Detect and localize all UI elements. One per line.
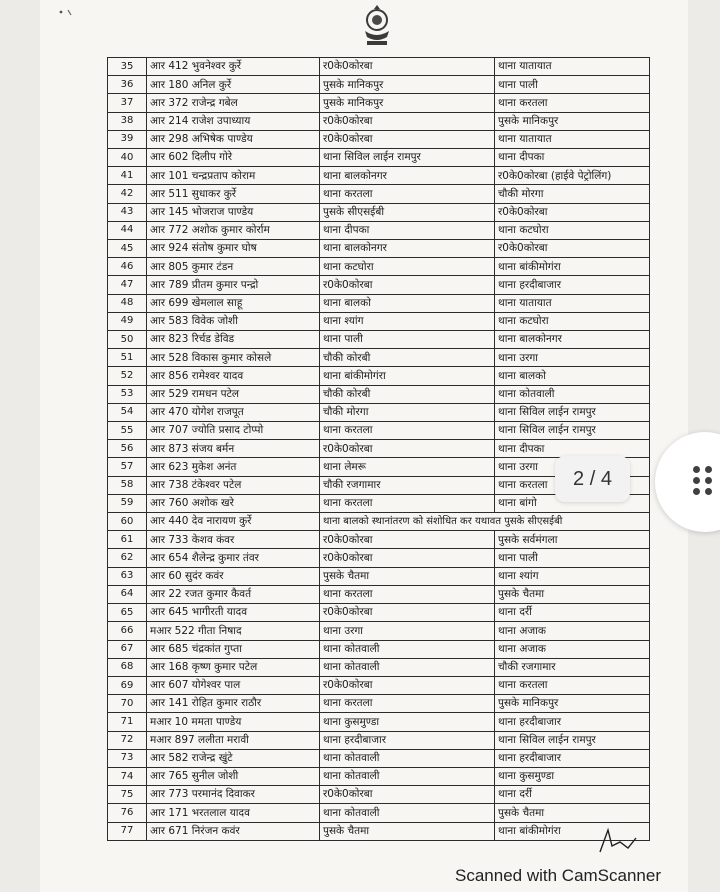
- new-posting-cell: थाना कुसमुण्डा: [495, 767, 650, 785]
- employee-name-cell: आर 607 योगेश्वर पाल: [147, 676, 320, 694]
- serial-number-cell: 44: [108, 221, 147, 239]
- employee-name-cell: आर 583 विवेक जोशी: [147, 312, 320, 330]
- new-posting-cell: थाना पाली: [495, 76, 650, 94]
- serial-number-cell: 63: [108, 567, 147, 585]
- employee-name-cell: आर 671 निरंजन कवंर: [147, 822, 320, 840]
- new-posting-cell: थाना दीपका: [495, 440, 650, 458]
- serial-number-cell: 64: [108, 585, 147, 603]
- employee-name-cell: आर 823 रिर्चड डेविड: [147, 331, 320, 349]
- employee-name-cell: आर 623 मुकेश अनंत: [147, 458, 320, 476]
- employee-name-cell: आर 412 भुवनेश्वर कुर्रे: [147, 58, 320, 76]
- serial-number-cell: 54: [108, 403, 147, 421]
- table-row: [108, 185, 650, 203]
- serial-number-cell: 68: [108, 658, 147, 676]
- page-indicator: 2 / 4: [555, 456, 630, 502]
- employee-name-cell: आर 760 अशोक खरे: [147, 494, 320, 512]
- current-posting-cell: चौकी कोरबी: [320, 385, 495, 403]
- new-posting-cell: थाना यातायात: [495, 130, 650, 148]
- employee-name-cell: आर 765 सुनील जोशी: [147, 767, 320, 785]
- serial-number-cell: 47: [108, 276, 147, 294]
- table-row: [108, 403, 650, 421]
- new-posting-cell: थाना बांगो: [495, 494, 650, 512]
- table-row: [108, 312, 650, 330]
- table-row: [108, 240, 650, 258]
- employee-name-cell: आर 924 संतोष कुमार घोष: [147, 240, 320, 258]
- table-row: [108, 258, 650, 276]
- table-row: [108, 749, 650, 767]
- employee-name-cell: आर 60 सुदंर कवंर: [147, 567, 320, 585]
- table-row: [108, 695, 650, 713]
- table-row: [108, 822, 650, 840]
- employee-name-cell: आर 101 चन्द्रप्रताप कोराम: [147, 167, 320, 185]
- scanner-watermark: Scanned with CamScanner: [455, 866, 662, 885]
- serial-number-cell: 42: [108, 185, 147, 203]
- serial-number-cell: 48: [108, 294, 147, 312]
- serial-number-cell: 41: [108, 167, 147, 185]
- current-posting-cell: र0के0कोरबा: [320, 440, 495, 458]
- serial-number-cell: 51: [108, 349, 147, 367]
- employee-name-cell: आर 582 राजेन्द्र खुंटे: [147, 749, 320, 767]
- employee-name-cell: आर 171 भरतलाल यादव: [147, 804, 320, 822]
- table-row: [108, 112, 650, 130]
- table-row: [108, 767, 650, 785]
- current-posting-cell: पुसके मानिकपुर: [320, 94, 495, 112]
- serial-number-cell: 50: [108, 331, 147, 349]
- current-posting-cell: थाना कुसमुण्डा: [320, 713, 495, 731]
- table-row: [108, 713, 650, 731]
- table-row: [108, 585, 650, 603]
- current-posting-cell: थाना कोतवाली: [320, 767, 495, 785]
- employee-name-cell: मआर 10 ममता पाण्डेय: [147, 713, 320, 731]
- transfer-table: [107, 57, 650, 841]
- current-posting-cell: र0के0कोरबा: [320, 276, 495, 294]
- new-posting-cell: थाना अजाक: [495, 622, 650, 640]
- new-posting-cell: थाना बांकीमोगंरा: [495, 822, 650, 840]
- current-posting-cell: थाना लेमरू: [320, 458, 495, 476]
- signature-icon: [598, 826, 638, 856]
- serial-number-cell: 38: [108, 112, 147, 130]
- corner-mark-icon: [56, 6, 76, 26]
- new-posting-cell: र0के0कोरबा: [495, 203, 650, 221]
- new-posting-cell: थाना उरगा: [495, 349, 650, 367]
- serial-number-cell: 70: [108, 695, 147, 713]
- current-posting-cell: र0के0कोरबा: [320, 676, 495, 694]
- current-posting-cell: थाना कोतवाली: [320, 749, 495, 767]
- table-row: [108, 604, 650, 622]
- new-posting-cell: पुसके चैतमा: [495, 804, 650, 822]
- new-posting-cell: पुसके चैतमा: [495, 585, 650, 603]
- current-posting-cell: थाना पाली: [320, 331, 495, 349]
- table-row: [108, 221, 650, 239]
- table-row: [108, 331, 650, 349]
- current-posting-cell: थाना करतला: [320, 494, 495, 512]
- table-row: [108, 531, 650, 549]
- current-posting-cell: पुसके सीएसईबी: [320, 203, 495, 221]
- current-posting-cell: पुसके चैतमा: [320, 822, 495, 840]
- employee-name-cell: आर 738 टंकेश्वर पटेल: [147, 476, 320, 494]
- current-posting-cell: र0के0कोरबा: [320, 130, 495, 148]
- employee-name-cell: आर 707 ज्योति प्रसाद टोप्पो: [147, 422, 320, 440]
- table-row: [108, 76, 650, 94]
- employee-name-cell: आर 372 राजेन्द्र गबेल: [147, 94, 320, 112]
- new-posting-cell: थाना अजाक: [495, 640, 650, 658]
- serial-number-cell: 61: [108, 531, 147, 549]
- serial-number-cell: 35: [108, 58, 147, 76]
- serial-number-cell: 77: [108, 822, 147, 840]
- new-posting-cell: थाना यातायात: [495, 294, 650, 312]
- serial-number-cell: 65: [108, 604, 147, 622]
- serial-number-cell: 71: [108, 713, 147, 731]
- serial-number-cell: 76: [108, 804, 147, 822]
- serial-number-cell: 39: [108, 130, 147, 148]
- serial-number-cell: 74: [108, 767, 147, 785]
- serial-number-cell: 52: [108, 367, 147, 385]
- new-posting-cell: थाना हरदीबाजार: [495, 713, 650, 731]
- employee-name-cell: मआर 897 ललीता मरावी: [147, 731, 320, 749]
- table-row: [108, 513, 650, 531]
- new-posting-cell: थाना करतला: [495, 476, 650, 494]
- table-row: [108, 203, 650, 221]
- table-row: [108, 294, 650, 312]
- new-posting-cell: थाना दर्री: [495, 604, 650, 622]
- table-row: [108, 385, 650, 403]
- new-posting-cell: थाना कटघोरा: [495, 312, 650, 330]
- serial-number-cell: 66: [108, 622, 147, 640]
- table-row: [108, 804, 650, 822]
- current-posting-cell: थाना करतला: [320, 422, 495, 440]
- serial-number-cell: 40: [108, 149, 147, 167]
- new-posting-cell: र0के0कोरबा (हाईवे पेट्रोलिंग): [495, 167, 650, 185]
- current-posting-cell: पुसके चैतमा: [320, 567, 495, 585]
- current-posting-cell: र0के0कोरबा: [320, 58, 495, 76]
- employee-name-cell: आर 685 चंद्रकांत गुप्ता: [147, 640, 320, 658]
- employee-name-cell: आर 645 भागीरती यादव: [147, 604, 320, 622]
- employee-name-cell: आर 529 रामधन पटेल: [147, 385, 320, 403]
- serial-number-cell: 46: [108, 258, 147, 276]
- current-posting-cell: चौकी रजगामार: [320, 476, 495, 494]
- employee-name-cell: आर 773 परमानंद दिवाकर: [147, 786, 320, 804]
- employee-name-cell: आर 180 अनिल कुर्रे: [147, 76, 320, 94]
- current-posting-cell: चौकी मोरगा: [320, 403, 495, 421]
- current-posting-cell: चौकी कोरबी: [320, 349, 495, 367]
- serial-number-cell: 75: [108, 786, 147, 804]
- new-posting-cell: थाना हरदीबाजार: [495, 749, 650, 767]
- serial-number-cell: 45: [108, 240, 147, 258]
- table-row: [108, 130, 650, 148]
- employee-name-cell: आर 214 राजेश उपाध्याय: [147, 112, 320, 130]
- current-posting-cell: र0के0कोरबा: [320, 549, 495, 567]
- employee-name-cell: आर 528 विकास कुमार कोसले: [147, 349, 320, 367]
- table-row: [108, 276, 650, 294]
- new-posting-cell: थाना हरदीबाजार: [495, 276, 650, 294]
- current-posting-cell: र0के0कोरबा: [320, 786, 495, 804]
- table-row: [108, 658, 650, 676]
- serial-number-cell: 53: [108, 385, 147, 403]
- new-posting-cell: थाना बालकोनगर: [495, 331, 650, 349]
- current-posting-cell: थाना करतला: [320, 695, 495, 713]
- employee-name-cell: आर 168 कृष्ण कुमार पटेल: [147, 658, 320, 676]
- new-posting-cell: पुसके मानिकपुर: [495, 695, 650, 713]
- remark-cell: थाना बालको स्थानांतरण को संशोधित कर यथावत पुसके सीएसईबी: [320, 513, 650, 531]
- serial-number-cell: 72: [108, 731, 147, 749]
- table-row: [108, 58, 650, 76]
- table-row: [108, 422, 650, 440]
- current-posting-cell: र0के0कोरबा: [320, 112, 495, 130]
- new-posting-cell: थाना बालको: [495, 367, 650, 385]
- new-posting-cell: थाना कटघोरा: [495, 221, 650, 239]
- new-posting-cell: थाना सिविल लाईन रामपुर: [495, 422, 650, 440]
- current-posting-cell: थाना उरगा: [320, 622, 495, 640]
- current-posting-cell: थाना कोतवाली: [320, 804, 495, 822]
- serial-number-cell: 58: [108, 476, 147, 494]
- employee-name-cell: आर 873 संजय बर्मन: [147, 440, 320, 458]
- table-row: [108, 367, 650, 385]
- table-row: [108, 567, 650, 585]
- table-row: [108, 640, 650, 658]
- employee-name-cell: आर 654 शैलेन्द्र कुमार तंवर: [147, 549, 320, 567]
- new-posting-cell: थाना कोतवाली: [495, 385, 650, 403]
- table-row: [108, 167, 650, 185]
- dots-menu-icon[interactable]: [693, 466, 715, 496]
- new-posting-cell: पुसके मानिकपुर: [495, 112, 650, 130]
- employee-name-cell: आर 805 कुमार टंडन: [147, 258, 320, 276]
- table-row: [108, 731, 650, 749]
- current-posting-cell: थाना कोतवाली: [320, 658, 495, 676]
- table-row: [108, 676, 650, 694]
- current-posting-cell: थाना सिविल लाईन रामपुर: [320, 149, 495, 167]
- current-posting-cell: र0के0कोरबा: [320, 531, 495, 549]
- serial-number-cell: 55: [108, 422, 147, 440]
- current-posting-cell: पुसके मानिकपुर: [320, 76, 495, 94]
- new-posting-cell: थाना दर्री: [495, 786, 650, 804]
- serial-number-cell: 57: [108, 458, 147, 476]
- new-posting-cell: थाना सिविल लाईन रामपुर: [495, 731, 650, 749]
- current-posting-cell: थाना श्यांग: [320, 312, 495, 330]
- serial-number-cell: 49: [108, 312, 147, 330]
- table-row: [108, 349, 650, 367]
- table-row: [108, 622, 650, 640]
- transfer-table-body: [108, 58, 650, 841]
- employee-name-cell: आर 145 भोजराज पाण्डेय: [147, 203, 320, 221]
- employee-name-cell: आर 772 अशोक कुमार कोर्राम: [147, 221, 320, 239]
- current-posting-cell: थाना बालको: [320, 294, 495, 312]
- employee-name-cell: मआर 522 गीता निषाद: [147, 622, 320, 640]
- serial-number-cell: 73: [108, 749, 147, 767]
- serial-number-cell: 59: [108, 494, 147, 512]
- serial-number-cell: 37: [108, 94, 147, 112]
- new-posting-cell: थाना उरगा: [495, 458, 650, 476]
- new-posting-cell: थाना करतला: [495, 676, 650, 694]
- serial-number-cell: 69: [108, 676, 147, 694]
- new-posting-cell: थाना दीपका: [495, 149, 650, 167]
- current-posting-cell: थाना करतला: [320, 585, 495, 603]
- new-posting-cell: थाना बांकीमोगंरा: [495, 258, 650, 276]
- new-posting-cell: र0के0कोरबा: [495, 240, 650, 258]
- new-posting-cell: थाना सिविल लाईन रामपुर: [495, 403, 650, 421]
- employee-name-cell: आर 22 रजत कुमार कैवर्त: [147, 585, 320, 603]
- employee-name-cell: आर 699 खेमलाल साहू: [147, 294, 320, 312]
- police-emblem-icon: [357, 3, 397, 47]
- employee-name-cell: आर 511 सुधाकर कुर्रे: [147, 185, 320, 203]
- employee-name-cell: आर 856 रामेश्वर यादव: [147, 367, 320, 385]
- table-row: [108, 549, 650, 567]
- employee-name-cell: आर 298 अभिषेक पाण्डेय: [147, 130, 320, 148]
- current-posting-cell: र0के0कोरबा: [320, 604, 495, 622]
- current-posting-cell: थाना करतला: [320, 185, 495, 203]
- employee-name-cell: आर 141 रोहित कुमार राठौर: [147, 695, 320, 713]
- serial-number-cell: 56: [108, 440, 147, 458]
- table-row: [108, 94, 650, 112]
- serial-number-cell: 60: [108, 513, 147, 531]
- serial-number-cell: 43: [108, 203, 147, 221]
- new-posting-cell: थाना पाली: [495, 549, 650, 567]
- employee-name-cell: आर 470 योगेश राजपूत: [147, 403, 320, 421]
- new-posting-cell: पुसके सर्वमंगला: [495, 531, 650, 549]
- current-posting-cell: थाना दीपका: [320, 221, 495, 239]
- employee-name-cell: आर 440 देव नारायण कुर्रे: [147, 513, 320, 531]
- table-row: [108, 786, 650, 804]
- current-posting-cell: थाना कोतवाली: [320, 640, 495, 658]
- serial-number-cell: 36: [108, 76, 147, 94]
- current-posting-cell: थाना बालकोनगर: [320, 240, 495, 258]
- new-posting-cell: चौकी रजगामार: [495, 658, 650, 676]
- employee-name-cell: आर 733 केशव कंवर: [147, 531, 320, 549]
- current-posting-cell: थाना हरदीबाजार: [320, 731, 495, 749]
- new-posting-cell: थाना यातायात: [495, 58, 650, 76]
- employee-name-cell: आर 602 दिलीप गोरे: [147, 149, 320, 167]
- new-posting-cell: थाना श्यांग: [495, 567, 650, 585]
- current-posting-cell: थाना बालकोनगर: [320, 167, 495, 185]
- serial-number-cell: 67: [108, 640, 147, 658]
- employee-name-cell: आर 789 प्रीतम कुमार पन्द्रो: [147, 276, 320, 294]
- current-posting-cell: थाना कटघोरा: [320, 258, 495, 276]
- table-row: [108, 149, 650, 167]
- new-posting-cell: थाना करतला: [495, 94, 650, 112]
- serial-number-cell: 62: [108, 549, 147, 567]
- new-posting-cell: चौकी मोरगा: [495, 185, 650, 203]
- current-posting-cell: थाना बांकीमोगंरा: [320, 367, 495, 385]
